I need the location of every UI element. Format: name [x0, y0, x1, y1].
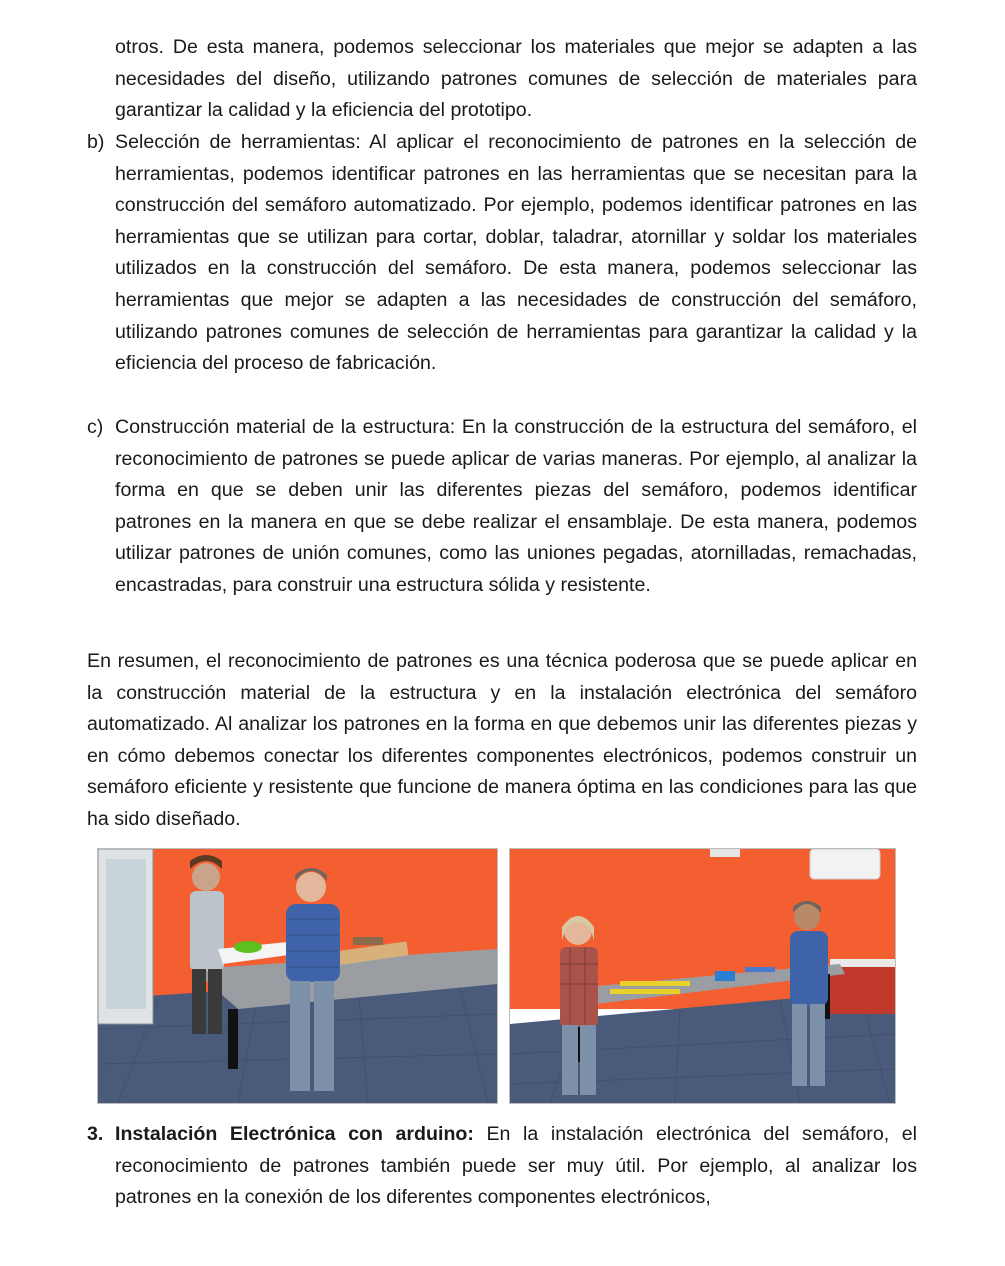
section-3 — [87, 1119, 917, 1214]
list-marker: c) — [87, 416, 104, 438]
section-text: En la instalación electrónica del semáforo, el reconocimiento de patrones también puede ser muy útil. Por ejemplo, al analizar los patrones en la conexión de los diferentes componentes electrónicos, — [115, 1123, 917, 1209]
section-3-paragraph — [115, 1119, 917, 1214]
summary-paragraph: En resumen, el reconocimiento de patrones es una técnica poderosa que se puede aplicar en la construcción material de la estructura y en la instalación electrónica del semáforo automatizado. Al analizar los patrones en la forma en que debemos unir las diferentes piezas y en cómo debemos conectar los diferentes componentes electrónicos, podemos construir un semáforo eficiente y resistente que funcione de manera óptima en las condiciones para las que ha sido diseñado. — [87, 650, 917, 830]
list-marker: b) — [87, 131, 105, 153]
list-item-text: Selección de herramientas: Al aplicar el reconocimiento de patrones en la selección de herramientas, podemos identificar patrones en las herramientas que se necesitan para la construcción del semáforo automatizado. Por ejemplo, podemos identificar patrones en las herramientas que se utilizan para cortar, doblar, taladrar, atornillar y soldar los materiales utilizados en la construcción del semáforo. De esta manera, podemos seleccionar las herramientas que mejor se adapten a las necesidades de construcción del semáforo, utilizando patrones comunes de selección de herramientas para garantizar la calidad y la eficiencia del proceso de fabricación. — [115, 131, 917, 375]
section-heading: Instalación Electrónica con arduino: — [115, 1123, 474, 1145]
section-number: 3. — [87, 1123, 104, 1145]
list-item-c — [87, 412, 917, 602]
workshop-scene-left — [97, 848, 498, 1104]
workshop-scene-right — [509, 848, 896, 1104]
list-item-text: Construcción material de la estructura: En la construcción de la estructura del semáforo, el reconocimiento de patrones se puede aplicar de varias maneras. Por ejemplo, al analizar la forma en que se deben unir las diferentes piezas del semáforo, podemos identificar patrones en la manera en que se debe realizar el ensamblaje. De esta manera, podemos utilizar patrones de unión comunes, como las uniones pegadas, atornilladas, remachadas, encastradas, para construir una estructura sólida y resistente. — [115, 416, 917, 596]
continuation-paragraph: otros. De esta manera, podemos seleccionar los materiales que mejor se adapten a las necesidades del diseño, utilizando patrones comunes de selección de materiales para garantizar la calidad y la eficiencia del prototipo. — [115, 36, 917, 122]
list-item-b — [87, 127, 917, 380]
